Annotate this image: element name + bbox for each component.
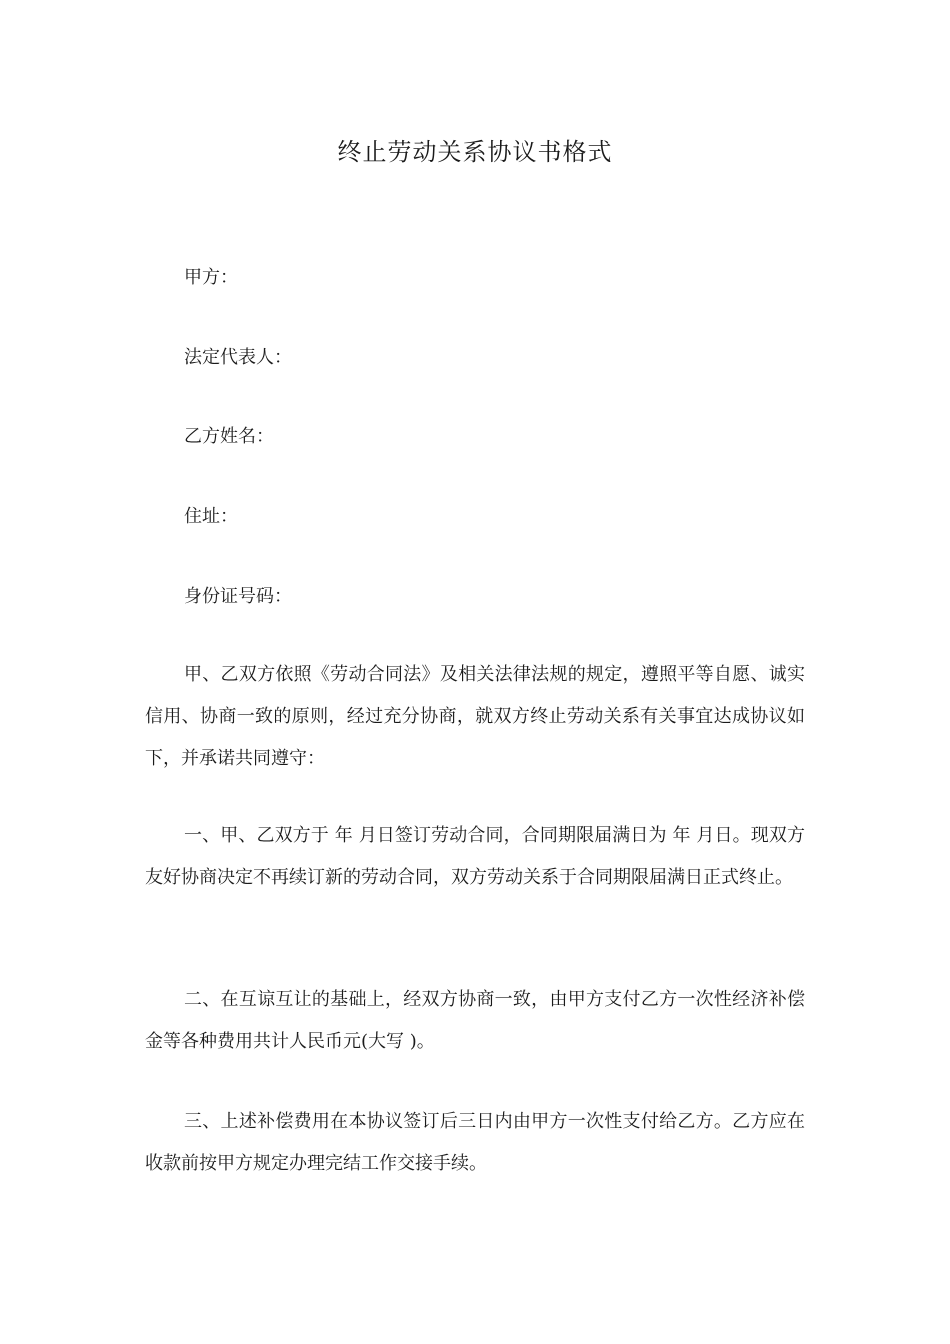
party-a-field: 甲方： — [184, 267, 238, 288]
clause-3-paragraph: 三、上述补偿费用在本协议签订后三日内由甲方一次性支付给乙方。乙方应在收款前按甲方规定办理完结工作交接手续。 — [145, 1111, 805, 1174]
party-b-name-field: 乙方姓名： — [184, 426, 274, 447]
id-number-field: 身份证号码： — [184, 586, 292, 607]
legal-rep-field: 法定代表人： — [184, 347, 292, 368]
address-field: 住址： — [184, 506, 238, 527]
clause-1-paragraph: 一、甲、乙双方于 年 月日签订劳动合同，合同期限届满日为 年 月日。现双方友好协商决定不再续订新的劳动合同，双方劳动关系于合同期限届满日正式终止。 — [145, 825, 805, 888]
document-title: 终止劳动关系协议书格式 — [337, 138, 613, 166]
intro-paragraph: 甲、乙双方依照《劳动合同法》及相关法律法规的规定，遵照平等自愿、诚实信用、协商一致的原则，经过充分协商，就双方终止劳动关系有关事宜达成协议如下，并承诺共同遵守： — [145, 664, 805, 769]
clause-2-paragraph: 二、在互谅互让的基础上，经双方协商一致，由甲方支付乙方一次性经济补偿金等各种费用共计人民币元(大写 )。 — [145, 989, 805, 1052]
